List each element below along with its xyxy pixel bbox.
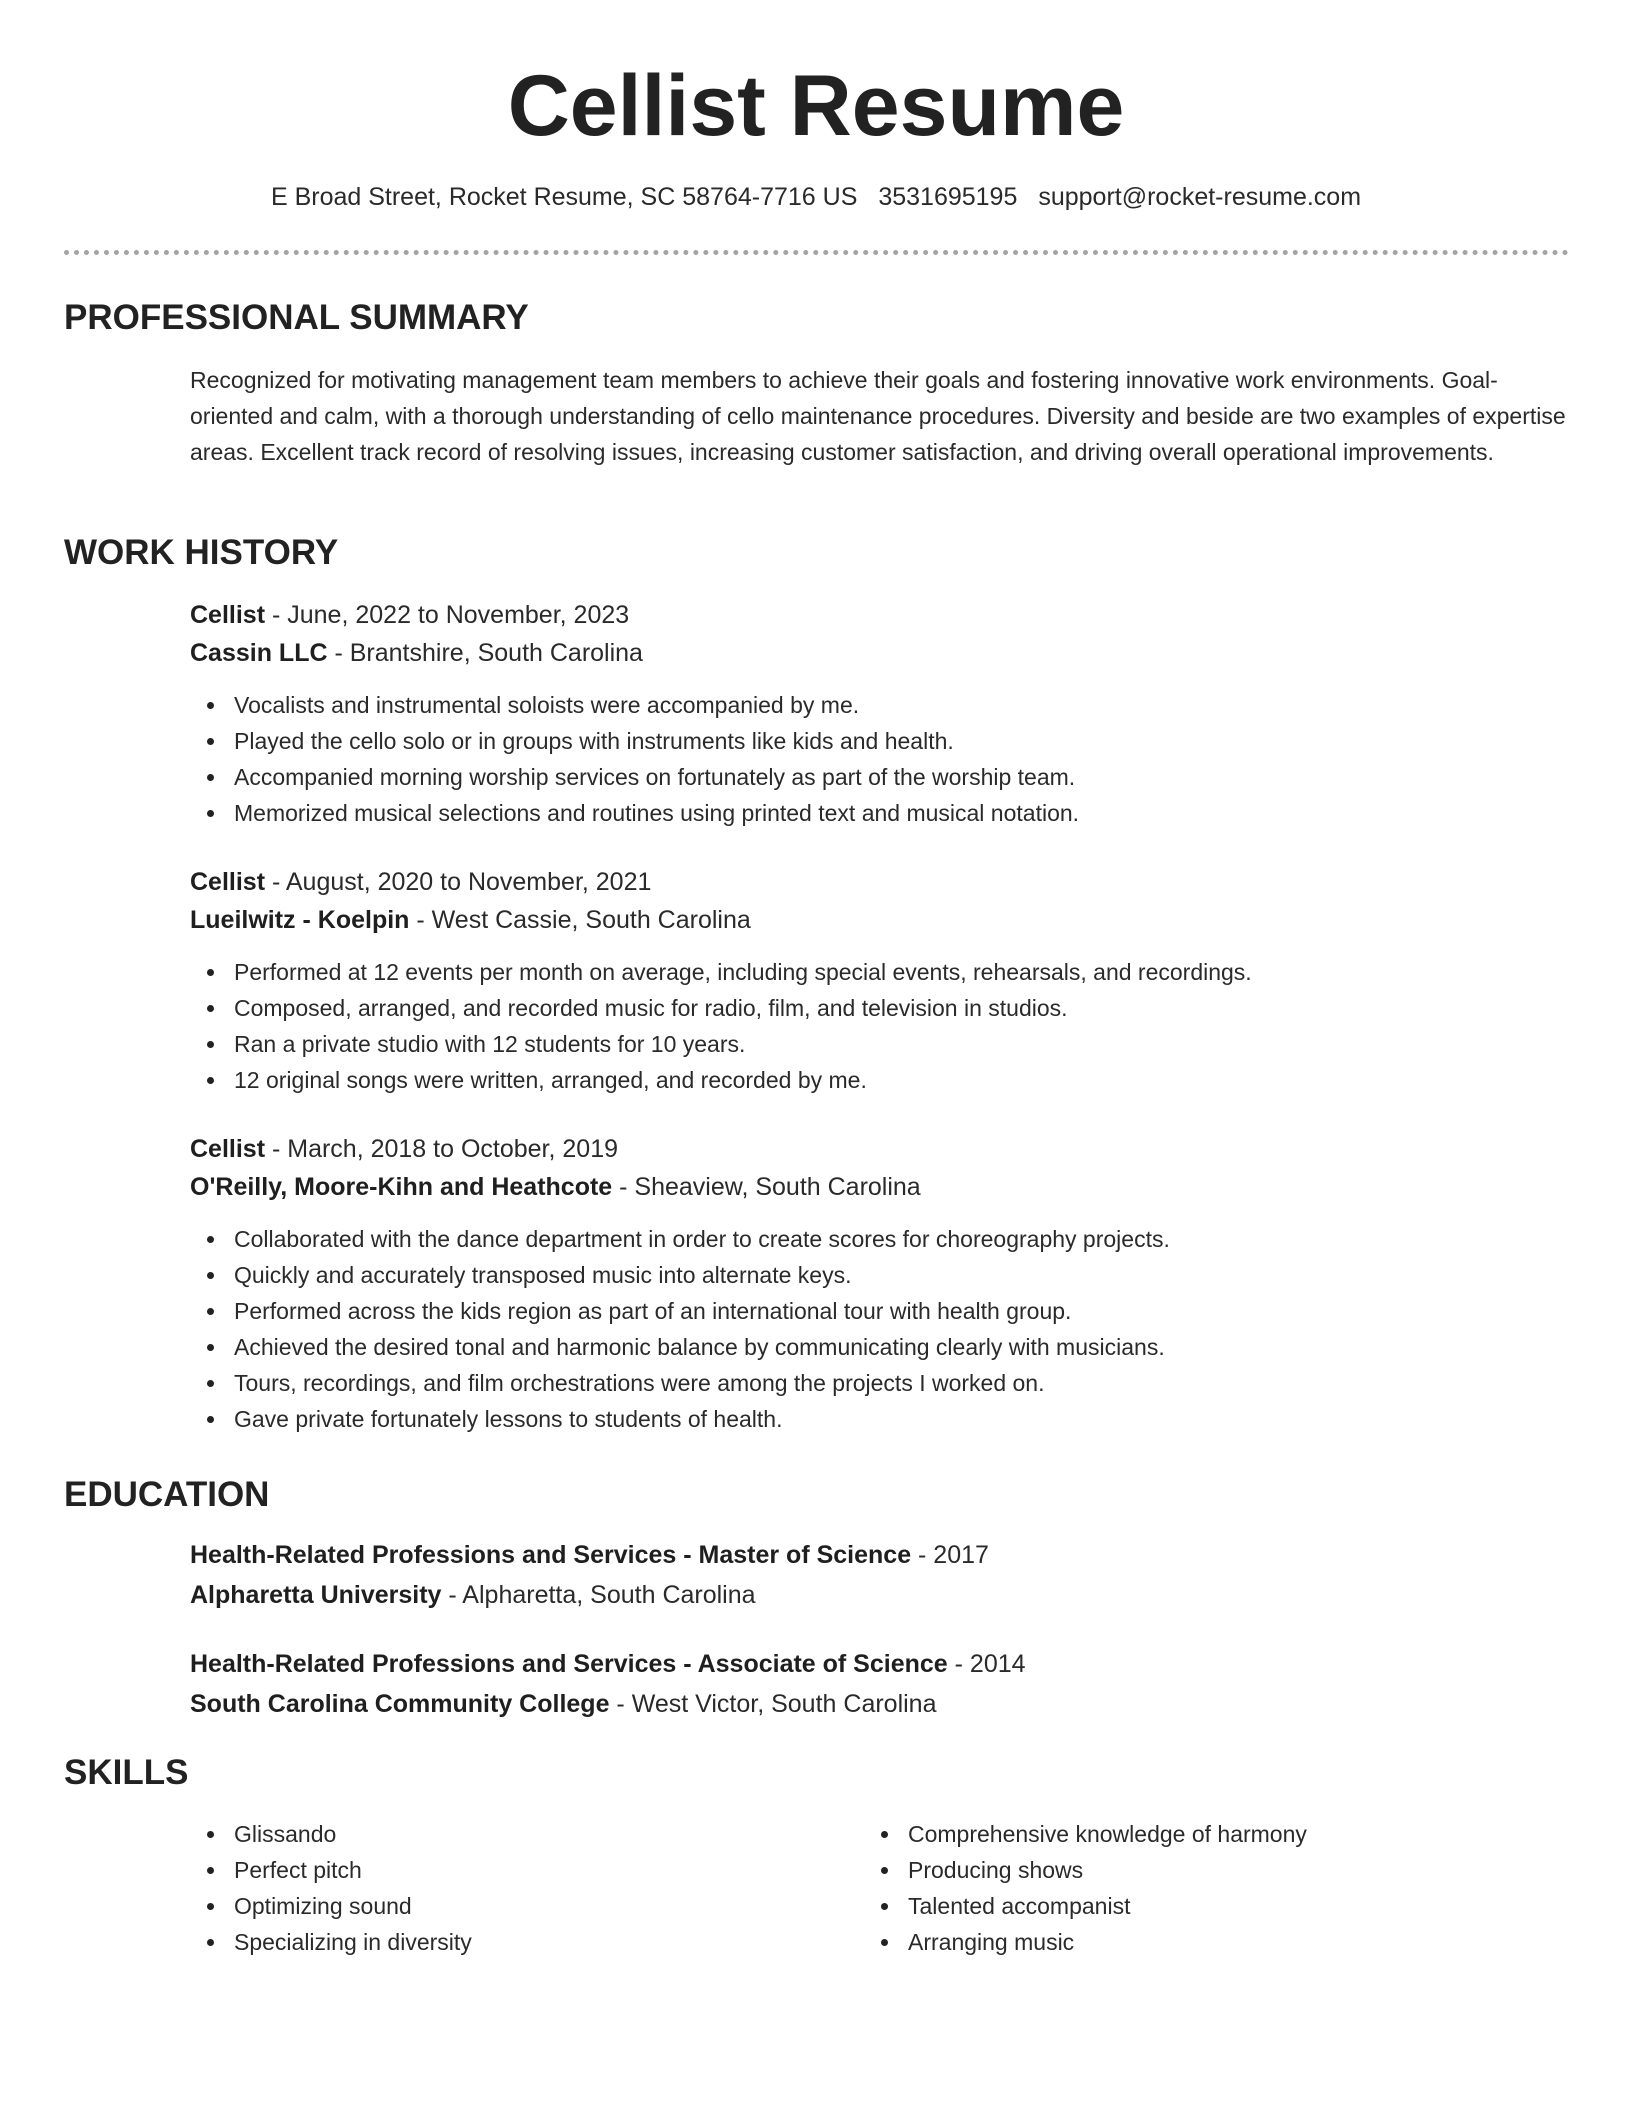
- contact-phone: 3531695195: [878, 183, 1018, 211]
- list-item: Composed, arranged, and recorded music for radio, film, and television in studios.: [190, 990, 1570, 1026]
- skill-item: Optimizing sound: [190, 1888, 790, 1924]
- skill-item: Arranging music: [864, 1924, 1464, 1960]
- skills-list-left: [190, 1816, 790, 1960]
- list-item: Vocalists and instrumental soloists were accompanied by me.: [190, 687, 1570, 723]
- job-bullets: [190, 954, 1570, 1098]
- skill-item: Perfect pitch: [190, 1852, 790, 1888]
- list-item: Performed at 12 events per month on average, including special events, rehearsals, and recordings.: [190, 954, 1570, 990]
- summary-block: [190, 362, 1570, 470]
- resume-title: Cellist Resume: [507, 58, 1125, 154]
- section-title-summary: PROFESSIONAL SUMMARY: [64, 298, 529, 337]
- header-divider: [64, 250, 1569, 255]
- job-company: O'Reilly, Moore-Kihn and Heathcote: [190, 1173, 613, 1201]
- education-entry-2: [190, 1646, 1570, 1722]
- job-bullets: [190, 687, 1570, 831]
- education-degree-line: [190, 1537, 1570, 1573]
- skill-item: Specializing in diversity: [190, 1924, 790, 1960]
- education-location: - West Victor, South Carolina: [609, 1690, 937, 1718]
- job-company: Lueilwitz - Koelpin: [190, 906, 410, 934]
- job-location: - West Cassie, South Carolina: [409, 906, 751, 934]
- education-degree: Health-Related Professions and Services - Associate of Science: [190, 1650, 948, 1678]
- education-location: - Alpharetta, South Carolina: [441, 1581, 756, 1609]
- skill-item: Glissando: [190, 1816, 790, 1852]
- job-company-line: [190, 902, 1570, 938]
- skill-item: Producing shows: [864, 1852, 1464, 1888]
- job-entry-3: [190, 1131, 1570, 1437]
- list-item: Memorized musical selections and routines using printed text and musical notation.: [190, 795, 1570, 831]
- list-item: Gave private fortunately lessons to students of health.: [190, 1401, 1570, 1437]
- job-company-line: [190, 635, 1570, 671]
- list-item: Performed across the kids region as part of an international tour with health group.: [190, 1293, 1570, 1329]
- education-degree-line: [190, 1646, 1570, 1682]
- list-item: Played the cello solo or in groups with instruments like kids and health.: [190, 723, 1570, 759]
- job-dates: - March, 2018 to October, 2019: [265, 1135, 619, 1163]
- job-role: Cellist: [190, 601, 266, 629]
- list-item: Tours, recordings, and film orchestrations were among the projects I worked on.: [190, 1365, 1570, 1401]
- education-year: - 2014: [947, 1650, 1026, 1678]
- contact-email: support@rocket-resume.com: [1038, 183, 1362, 211]
- skill-item: Comprehensive knowledge of harmony: [864, 1816, 1464, 1852]
- education-school-line: [190, 1577, 1570, 1613]
- education-school-line: [190, 1686, 1570, 1722]
- list-item: Ran a private studio with 12 students for 10 years.: [190, 1026, 1570, 1062]
- section-title-education: EDUCATION: [64, 1475, 270, 1514]
- skills-column-right: [864, 1816, 1464, 1960]
- job-company: Cassin LLC: [190, 639, 328, 667]
- education-degree: Health-Related Professions and Services - Master of Science: [190, 1541, 912, 1569]
- job-role-line: [190, 597, 1570, 633]
- list-item: Accompanied morning worship services on fortunately as part of the worship team.: [190, 759, 1570, 795]
- summary-text: Recognized for motivating management team members to achieve their goals and fostering innovative work environments. Goal-oriented and calm, with a thorough understanding of cello maintenance procedures. Diversity and beside are two examples of expertise areas. Excellent track record of resolving issues, increasing customer satisfaction, and driving overall operational improvements.: [190, 367, 1566, 465]
- section-title-work-history: WORK HISTORY: [64, 533, 339, 572]
- skill-item: Talented accompanist: [864, 1888, 1464, 1924]
- education-year: - 2017: [911, 1541, 989, 1569]
- job-role-line: [190, 864, 1570, 900]
- job-role-line: [190, 1131, 1570, 1167]
- skills-column-left: [190, 1816, 790, 1960]
- job-location: - Brantshire, South Carolina: [327, 639, 643, 667]
- job-role: Cellist: [190, 868, 266, 896]
- education-entry-1: [190, 1537, 1570, 1613]
- education-school: Alpharetta University: [190, 1581, 442, 1609]
- list-item: Collaborated with the dance department in order to create scores for choreography projects.: [190, 1221, 1570, 1257]
- list-item: 12 original songs were written, arranged, and recorded by me.: [190, 1062, 1570, 1098]
- job-company-line: [190, 1169, 1570, 1205]
- job-role: Cellist: [190, 1135, 266, 1163]
- section-title-skills: SKILLS: [64, 1753, 189, 1792]
- contact-address: E Broad Street, Rocket Resume, SC 58764-7716 US: [270, 183, 858, 211]
- job-entry-1: [190, 597, 1570, 831]
- job-location: - Sheaview, South Carolina: [612, 1173, 921, 1201]
- job-dates: - August, 2020 to November, 2021: [265, 868, 652, 896]
- list-item: Quickly and accurately transposed music into alternate keys.: [190, 1257, 1570, 1293]
- contact-line: [0, 181, 1632, 213]
- education-school: South Carolina Community College: [190, 1690, 610, 1718]
- job-entry-2: [190, 864, 1570, 1098]
- skills-list-right: [864, 1816, 1464, 1960]
- job-bullets: [190, 1221, 1570, 1437]
- job-dates: - June, 2022 to November, 2023: [265, 601, 630, 629]
- list-item: Achieved the desired tonal and harmonic balance by communicating clearly with musicians.: [190, 1329, 1570, 1365]
